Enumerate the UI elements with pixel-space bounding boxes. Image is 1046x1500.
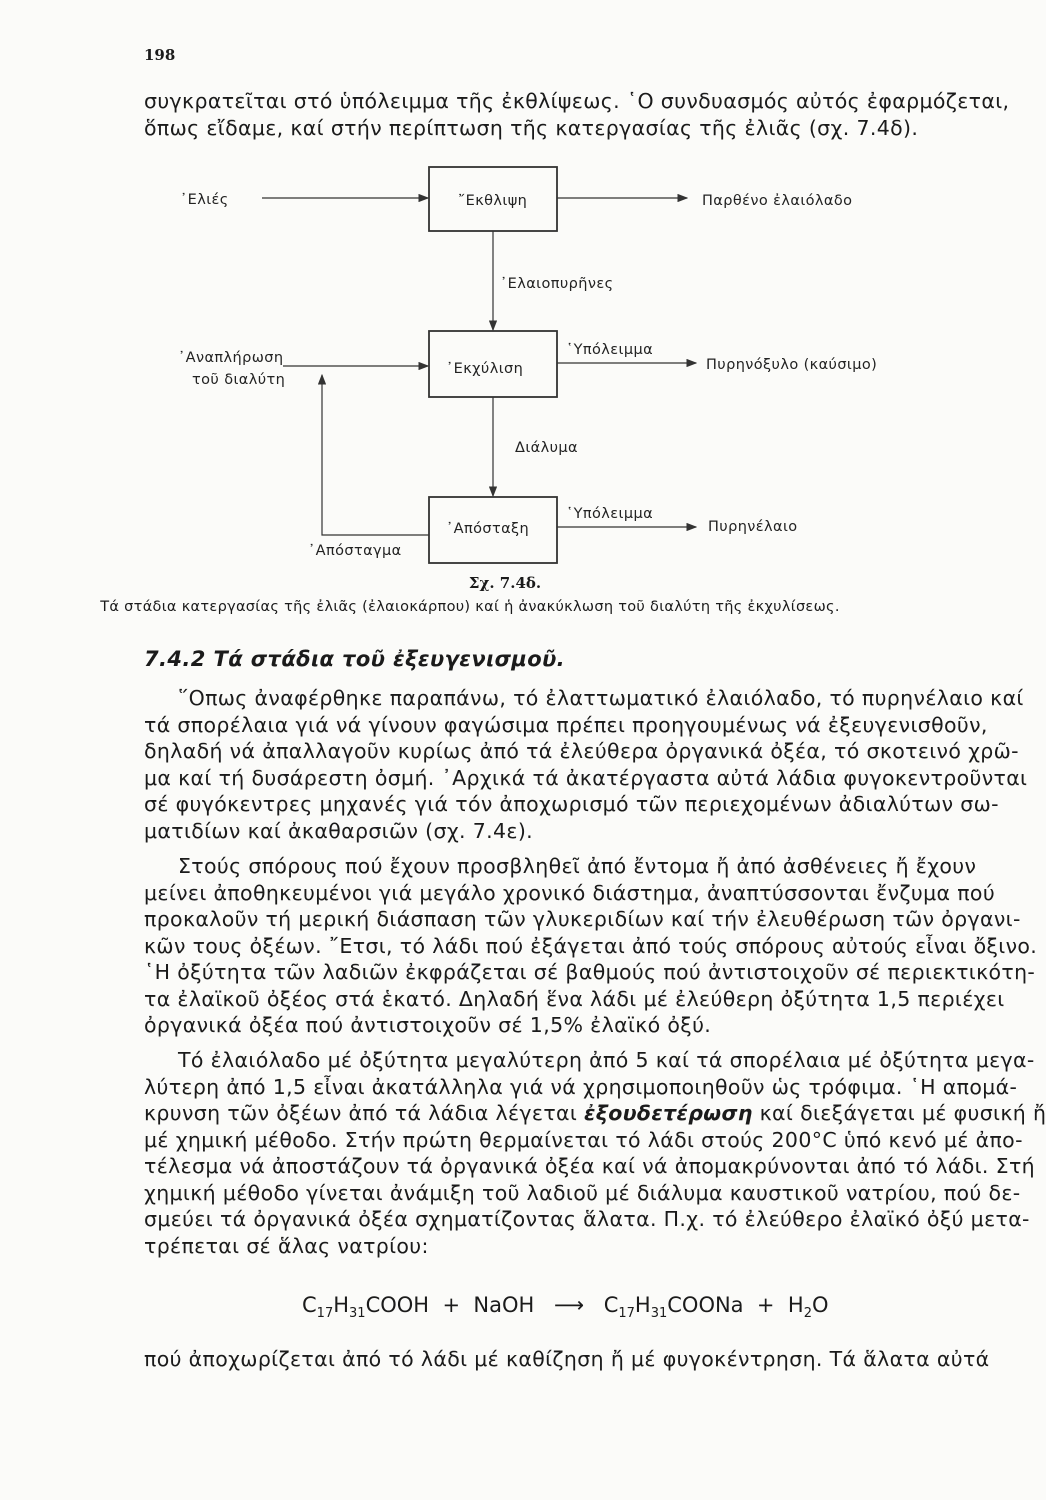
text-line: σέ φυγόκεντρες μηχανές γιά τόν ἀποχωρισμό τῶν περιεχομένων ἀδιαλύτων σω- [144,792,999,816]
text-line: χημική μέθοδο γίνεται ἀνάμιξη τοῦ λαδιοῦ μέ διάλυμα καυστικοῦ νατρίου, πού δε- [144,1180,1021,1205]
text-line: κῶν τους ὀξέων. ῎Ετσι, τό λάδι πού ἐξάγεται ἀπό τούς σπόρους αὐτούς εἶναι ὄξινο. [144,933,1038,958]
paragraph-refining-intro [144,685,1028,844]
term-neutralization: ἐξουδετέρωση [584,1101,753,1125]
section-heading: 7.4.2 Τά στάδια τοῦ ἐξευγενισμοῦ. [144,647,566,671]
chemical-equation: $C_{17}H_{31}COOH$ + NaOH ⟶ $C_{17}H_{31}COONa + H_2O$ [302,1293,829,1321]
label-solution: Διάλυμα [515,440,578,456]
text-line: συγκρατεῖται στό ὑπόλειμμα τῆς ἐκθλίψεως. ῾Ο συνδυασμός αὐτός ἐφαρμόζεται, [144,89,1010,113]
text-segment: καί διεξάγεται μέ φυσική ἤ [752,1101,1046,1125]
text-line: τα ἐλαϊκοῦ ὀξέος στά ἑκατό. Δηλαδή ἕνα λάδι μέ ἐλεύθερη ὀξύτητα 1,5 περιέχει [144,986,1005,1011]
text-line: ῾Η ὀξύτητα τῶν λαδιῶν ἐκφράζεται σέ βαθμούς πού ἀντιστοιχοῦν σέ περιεκτικότη- [144,960,1036,984]
label-solvent-1: ᾿Αναπλήρωση [178,350,284,366]
text-line: ὅπως εἴδαμε, καί στήν περίπτωση τῆς κατεργασίας τῆς ἐλιᾶς (σχ. 7.4δ). [144,115,919,140]
text-line: λύτερη ἀπό 1,5 εἶναι ἀκατάλληλα γιά νά χρησιμοποιηθοῦν ὡς τρόφιμα. ῾Η απομά- [144,1074,1018,1099]
text-line: Στούς σπόρους πού ἔχουν προσβληθεῖ ἀπό ἔντομα ἤ ἀπό ἀσθένειες ἤ ἔχουν [178,854,977,878]
label-olives: ᾿Ελιές [180,192,229,208]
label-kernel-wood: Πυρηνόξυλο (καύσιμο) [706,357,878,373]
text-line [144,1100,1046,1127]
text-line: μείνει ἀποθηκευμένοι γιά μεγάλο χρονικό διάστημα, ἀναπτύσσονται ἔνζυμα πού [144,880,996,905]
figure-number: Σχ. 7.4δ. [468,574,542,592]
label-pomace-oil: Πυρηνέλαιο [708,519,798,535]
label-extraction: ᾿Εκχύλιση [446,361,524,377]
text-line: ὀργανικά ὀξέα πού ἀντιστοιχοῦν σέ 1,5% ἐλαϊκό ὀξύ. [144,1013,712,1037]
figure-caption: Τά στάδια κατεργασίας τῆς ἐλιᾶς (ἐλαιοκάρπου) καί ἡ ἀνακύκλωση τοῦ διαλύτη τῆς ἐκχυλίσεως. [100,599,840,615]
page-number: 198 [144,46,176,64]
text-line: τρέπεται σέ ἅλας νατρίου: [144,1233,429,1258]
label-residue-1: ῾Υπόλειμμα [566,342,654,358]
text-line: μα καί τή δυσάρεστη ὀσμή. ᾿Αρχικά τά ἀκατέργαστα αὐτά λάδια φυγοκεντροῦνται [144,765,1028,790]
label-distillate: ᾿Απόσταγμα [308,543,402,559]
text-line: δηλαδή νά ἀπαλλαγοῦν κυρίως ἀπό τά ἐλεύθερα ὀργανικά ὀξέα, τό σκοτεινό χρῶ- [144,739,1019,763]
reaction-arrow-icon: ⟶ [553,1293,585,1317]
text-line: Τό ἐλαιόλαδο μέ ὀξύτητα μεγαλύτερη ἀπό 5 καί τά σπορέλαια μέ ὀξύτητα μεγα- [178,1048,1035,1072]
paragraph-acidity [144,853,1038,1039]
label-solvent-2: τοῦ διαλύτη [192,372,286,388]
label-virgin-oil: Παρθένο ἐλαιόλαδο [702,193,853,209]
text-line: προκαλοῦν τή μερική διάσπαση τῶν γλυκεριδίων καί τήν ἐλευθέρωση τῶν ὀργανι- [144,907,1021,931]
text-line: σμεύει τά ὀργανικά ὀξέα σχηματίζοντας ἅλατα. Π.χ. τό ἐλεύθερο ἐλαϊκό ὀξύ μετα- [144,1207,1030,1231]
label-residue-2: ῾Υπόλειμμα [566,506,654,522]
text-line: ῞Οπως ἀναφέρθηκε παραπάνω, τό ἐλαττωματικό ἐλαιόλαδο, τό πυρηνέλαιο καί [178,686,1024,710]
recycle-loop [322,375,429,535]
text-line: πού ἀποχωρίζεται ἀπό τό λάδι μέ καθίζηση ἤ μέ φυγοκέντρηση. Τά ἅλατα αὐτά [144,1347,990,1371]
text-line: μέ χημική μέθοδο. Στήν πρώτη θερμαίνεται τό λάδι στούς 200°C ὑπό κενό μέ ἀπο- [144,1127,1023,1152]
paragraph-neutralization [144,1047,1046,1259]
text-line: τά σπορέλαια γιά νά γίνουν φαγώσιμα πρέπει προηγουμένως νά ἐξευγενισθοῦν, [144,712,988,737]
label-distillation: ᾿Απόσταξη [446,521,530,537]
label-pomace: ᾿Ελαιοπυρῆνες [500,276,614,292]
label-pressing: ῎Εκθλιψη [458,193,528,209]
final-line [144,1346,990,1373]
text-segment: κρυνση τῶν ὀξέων ἀπό τά λάδια λέγεται [144,1101,585,1125]
text-line: τέλεσμα νά ἀποστάζουν τά ὀργανικά ὀξέα καί νά ἀπομακρύνονται ἀπό τό λάδι. Στή [144,1154,1036,1178]
text-line: ματιδίων καί ἀκαθαρσιῶν (σχ. 7.4ε). [144,818,534,843]
